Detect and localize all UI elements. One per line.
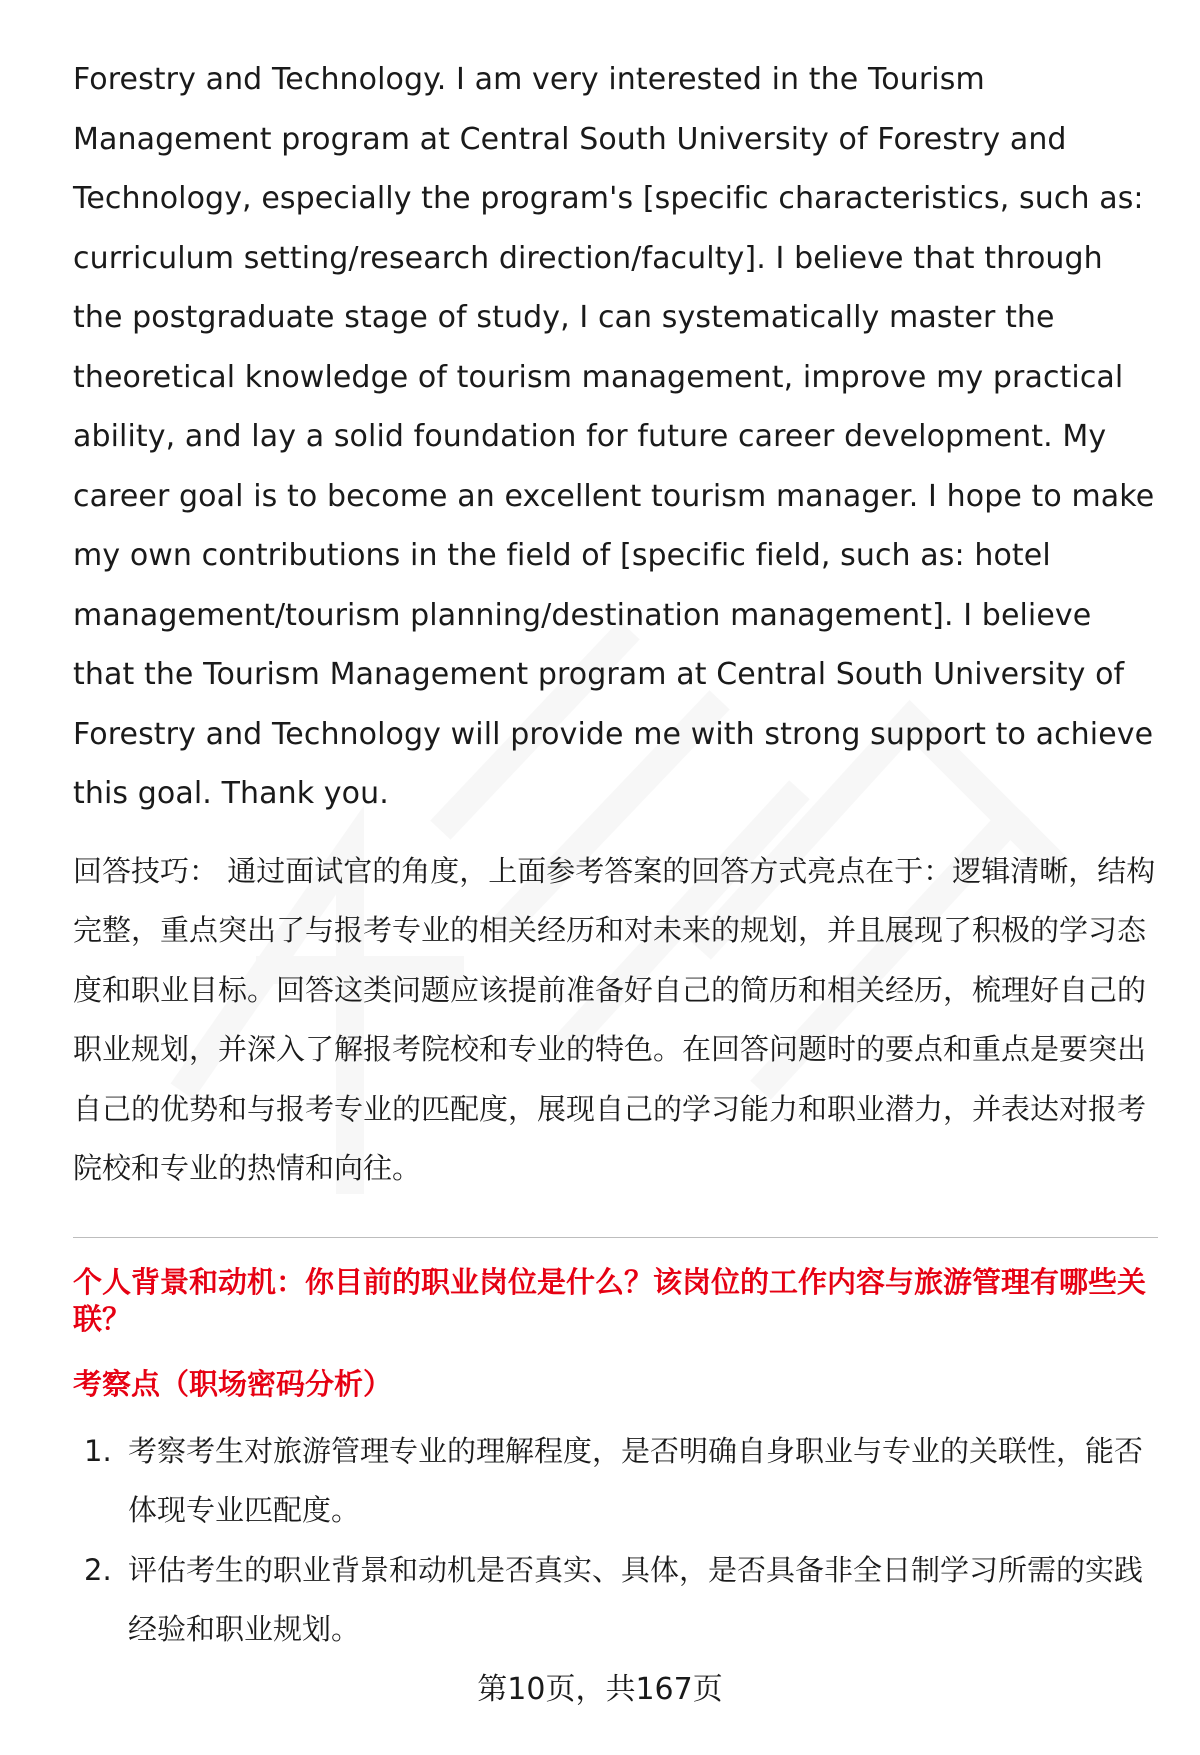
analysis-point [73,1541,1158,1659]
point-text: 考察考生对旅游管理专业的理解程度，是否明确自身职业与专业的关联性，能否体现专业匹配度。 [128,1433,1144,1527]
section-divider [73,1237,1158,1238]
page-footer: 第10页，共167页 [477,1672,723,1707]
analysis-heading: 考察点（职场密码分析） [73,1366,393,1401]
answer-tip-paragraph: 回答技巧： 通过面试官的角度，上面参考答案的回答方式亮点在于：逻辑清晰，结构完整，重点突出了与报考专业的相关经历和对未来的规划，并且展现了积极的学习态度和职业目标。回答这类问题应该提前准备好自己的简历和相关经历，梳理好自己的职业规划，并深入了解报考院校和专业的特色。在回答问题时的要点和重点是要突出自己的优势和与报考专业的匹配度，展现自己的学习能力和职业潜力，并表达对报考院校和专业的热情和向往。 [73,853,1156,1185]
analysis-points-list [73,1422,1158,1659]
answer-continuation-paragraph: Forestry and Technology. I am very interested in the Tourism Management program at Central South University of Forestry and Technology, especially the program's [specific characteristics, such as: curriculum setting/research direction/faculty]. I believe that through the postgraduate stage of study, I can systematically master the theoretical knowledge of tourism management, improve my practical ability, and lay a solid foundation for future career development. My career goal is to become an excellent tourism manager. I hope to make my own contributions in the field of [specific field, such as: hotel management/tourism planning/destination management]. I believe that the Tourism Management program at Central South University of Forestry and Technology will provide me with strong support to achieve this goal. Thank you. [73,62,1155,811]
point-number: 1. [84,1433,112,1468]
point-text: 评估考生的职业背景和动机是否真实、具体，是否具备非全日制学习所需的实践经验和职业规划。 [128,1552,1144,1646]
analysis-point [73,1422,1158,1540]
page-content [73,50,1158,1660]
question-heading: 个人背景和动机：你目前的职业岗位是什么？该岗位的工作内容与旅游管理有哪些关联？ [73,1264,1147,1336]
point-number: 2. [84,1552,112,1587]
